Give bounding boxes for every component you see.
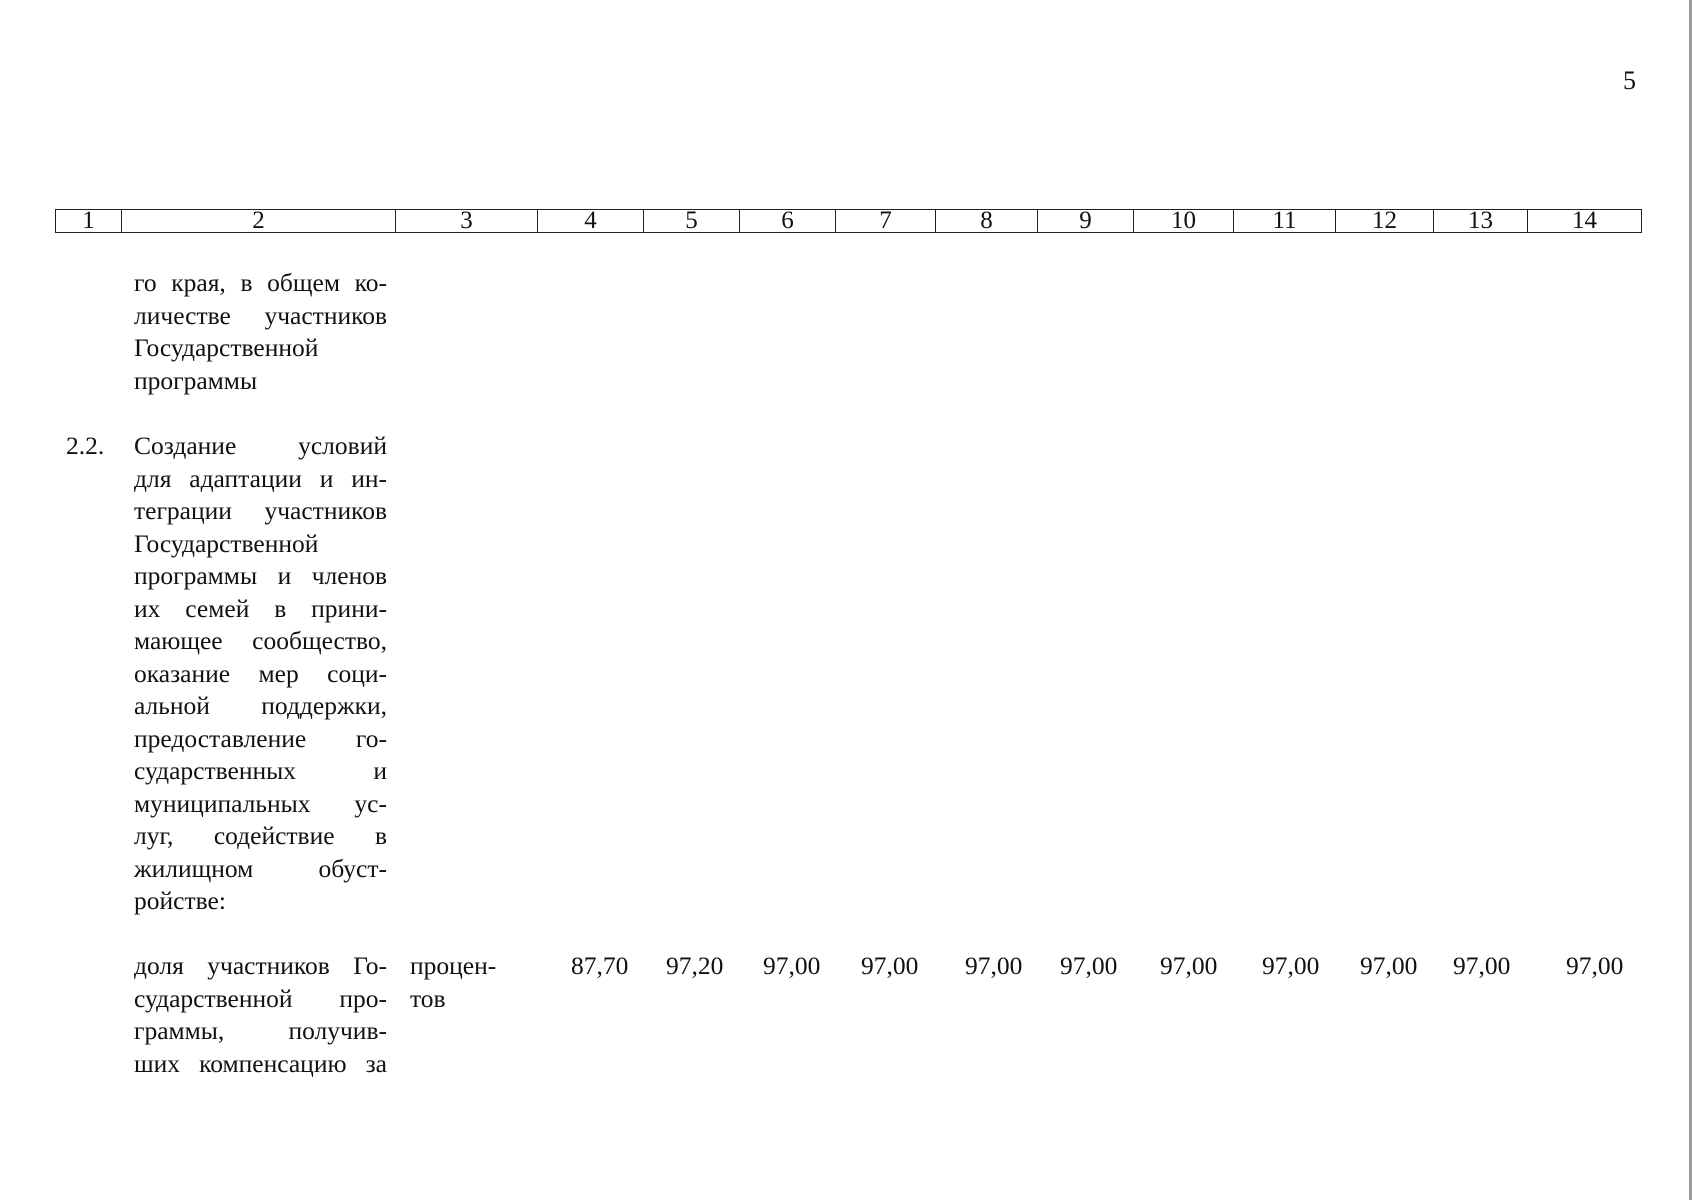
column-header-12: 12	[1336, 210, 1434, 233]
value-col-11: 97,00	[1262, 951, 1320, 980]
continuation-text	[134, 267, 387, 397]
value-col-13: 97,00	[1453, 951, 1511, 980]
column-header-7: 7	[836, 210, 936, 233]
text-line: доля участников Го-	[134, 951, 387, 980]
unit-line: процен-	[410, 951, 497, 980]
text-line: муниципальных ус-	[134, 788, 387, 818]
value-col-9: 97,00	[1060, 951, 1118, 980]
value-col-14: 97,00	[1566, 951, 1624, 980]
column-header-8: 8	[936, 210, 1038, 233]
item-description	[134, 430, 387, 918]
column-header-14: 14	[1528, 210, 1642, 233]
text-line: программы	[134, 365, 258, 395]
text-line: программы и членов	[134, 561, 387, 590]
column-header-1: 1	[56, 210, 122, 233]
unit-line: тов	[410, 983, 446, 1013]
column-header-3: 3	[396, 210, 538, 233]
page-number: 5	[1623, 66, 1636, 95]
value-col-4: 87,70	[571, 951, 629, 980]
column-header-6: 6	[740, 210, 836, 233]
text-line: оказание мер соци-	[134, 658, 387, 688]
text-line: ших компенсацию за	[134, 1048, 387, 1078]
text-line: для адаптации и ин-	[134, 463, 387, 493]
text-line: жилищном обуст-	[134, 853, 387, 883]
column-header-4: 4	[538, 210, 644, 233]
value-col-8: 97,00	[965, 951, 1023, 980]
text-line: альной поддержки,	[134, 691, 387, 720]
column-header-9: 9	[1038, 210, 1134, 233]
text-line: луг, содействие в	[134, 821, 387, 850]
text-line: мающее сообщество,	[134, 626, 387, 655]
item-number: 2.2.	[66, 431, 105, 460]
value-col-5: 97,20	[666, 951, 724, 980]
text-line: сударственной про-	[134, 983, 387, 1013]
text-line: Создание условий	[134, 431, 387, 460]
text-line: Государственной	[134, 528, 319, 558]
text-line: Государственной	[134, 333, 319, 362]
column-number-header	[55, 209, 1642, 233]
value-col-10: 97,00	[1160, 951, 1218, 980]
value-col-12: 97,00	[1360, 951, 1418, 980]
column-header-13: 13	[1434, 210, 1528, 233]
text-line: предоставление го-	[134, 723, 387, 753]
indicator-values-row	[0, 950, 1692, 984]
column-header-2: 2	[122, 210, 396, 233]
text-line: личестве участников	[134, 300, 387, 330]
value-col-6: 97,00	[763, 951, 821, 980]
text-line: теграции участников	[134, 496, 387, 525]
text-line: их семей в прини-	[134, 593, 387, 623]
text-line: го края, в общем ко-	[134, 268, 387, 297]
value-col-7: 97,00	[861, 951, 919, 980]
text-line: граммы, получив-	[134, 1016, 387, 1045]
column-header-5: 5	[644, 210, 740, 233]
column-header-11: 11	[1234, 210, 1336, 233]
text-line: сударственных и	[134, 756, 387, 785]
text-line: ройстве:	[134, 886, 226, 915]
column-header-10: 10	[1134, 210, 1234, 233]
